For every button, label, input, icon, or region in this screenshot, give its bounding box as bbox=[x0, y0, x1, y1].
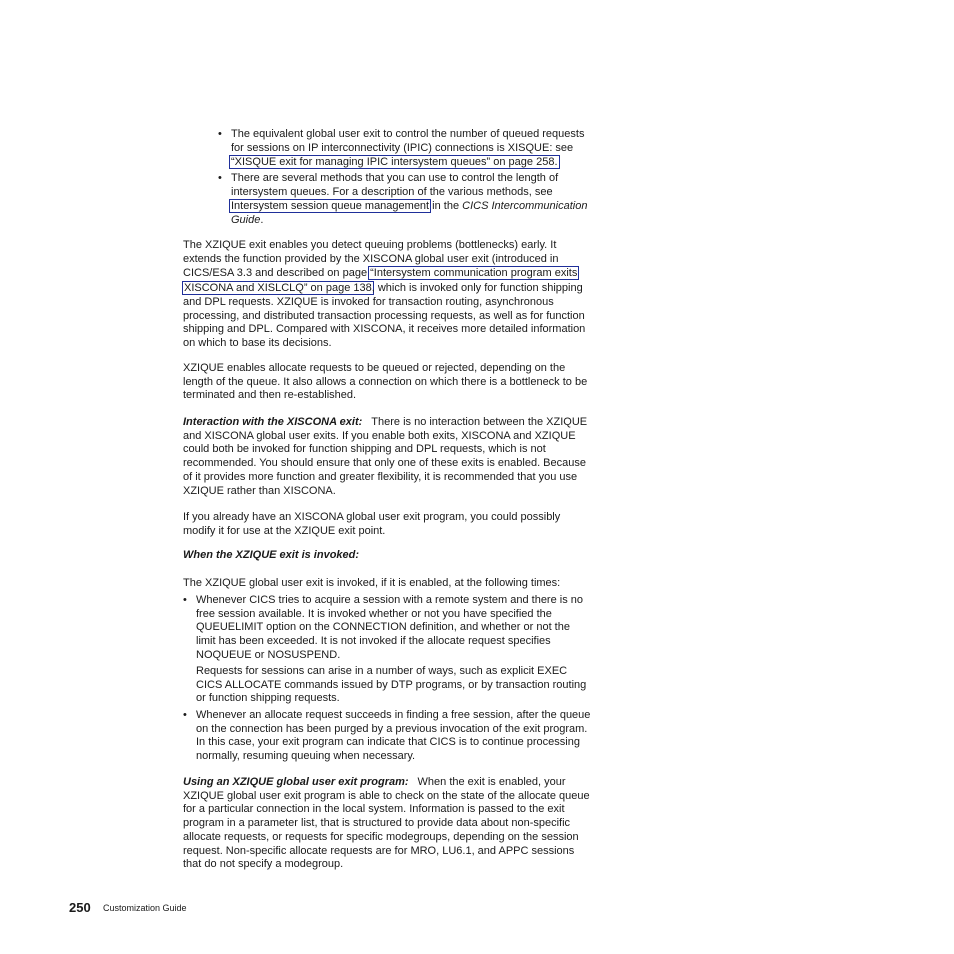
text-line: There are several methods that you can use to control the length of bbox=[231, 172, 559, 184]
paragraph-xzique-intro bbox=[183, 239, 585, 351]
text-line: terminated and then re-established. bbox=[183, 389, 357, 402]
section-heading-when-invoked: When the XZIQUE exit is invoked: bbox=[183, 549, 360, 561]
text-line: The equivalent global user exit to control the number of queued requests bbox=[231, 128, 585, 140]
text-line: for sessions on IP interconnectivity (IPIC) connections is XISQUE: see bbox=[231, 141, 574, 154]
text-line: on which to base its decisions. bbox=[183, 336, 332, 349]
run-in-heading: Interaction with the XISCONA exit: bbox=[183, 416, 363, 428]
text-fragment: in the bbox=[429, 200, 463, 213]
text-line: free session available. It is invoked whether or not you have specified the bbox=[196, 607, 552, 620]
text-fragment: There is no interaction between the XZIQUE bbox=[371, 416, 588, 428]
text-line: Requests for sessions can arise in a number of ways, such as explicit EXEC bbox=[196, 665, 568, 677]
text-line: for a particular connection in the local system. Information is passed to the exit bbox=[183, 803, 565, 816]
text-line: XZIQUE enables allocate requests to be queued or rejected, depending on the bbox=[183, 362, 566, 374]
link-intersystem-exits-page[interactable]: XISCONA and XISLCLQ” on page 138 bbox=[184, 282, 372, 295]
text-line: limit has been exceeded. It is not invoked if the allocate request specifies bbox=[196, 635, 551, 648]
text-line: QUEUELIMIT option on the CONNECTION definition, and whether or not the bbox=[196, 621, 570, 634]
text-line: XZIQUE global user exit program is able to check on the state of the allocate queue bbox=[183, 789, 590, 802]
text-line: request. Non-specific allocate requests are for MRO, LU6.1, and APPC sessions bbox=[183, 844, 575, 857]
text-fragment: When the exit is enabled, your bbox=[417, 776, 566, 788]
text-line: CICS ALLOCATE commands issued by DTP programs, or by transaction routing bbox=[196, 678, 587, 691]
paragraph-invoked-times: The XZIQUE global user exit is invoked, if it is enabled, at the following times: bbox=[183, 577, 561, 589]
paragraph-existing-program bbox=[183, 511, 560, 538]
bullet-marker: • bbox=[218, 172, 222, 184]
link-intersystem-queue-mgmt[interactable]: Intersystem session queue management bbox=[231, 200, 430, 213]
text-fragment: , which is invoked only for function shipping bbox=[371, 282, 583, 295]
link-intersystem-exits[interactable]: “Intersystem communication program exits bbox=[370, 267, 578, 280]
text-fragment: CICS/ESA 3.3 and described on page bbox=[183, 267, 371, 280]
link-xisque-exit[interactable]: “XISQUE exit for managing IPIC intersystem queues” on page 258. bbox=[231, 156, 558, 169]
text-line: XZIQUE rather than XISCONA. bbox=[183, 484, 336, 497]
text-line: In this case, your exit program can indicate that CICS is to continue processing bbox=[196, 736, 580, 749]
footer-book-title: Customization Guide bbox=[103, 903, 187, 913]
text-line: Whenever an allocate request succeeds in finding a free session, after the queue bbox=[196, 709, 591, 721]
paragraph-using-xzique bbox=[183, 776, 590, 872]
page-number: 250 bbox=[69, 900, 91, 915]
bullet-item-acquire-session bbox=[196, 594, 583, 663]
bullet-marker: • bbox=[183, 709, 187, 721]
text-line: and DPL requests. XZIQUE is invoked for transaction routing, asynchronous bbox=[183, 295, 554, 308]
text-line: could both be invoked for function shipping and DPL requests, which is not bbox=[183, 443, 546, 456]
text-line: shipping and DPL. Compared with XISCONA, it receives more detailed information bbox=[183, 323, 586, 336]
bullet-item-allocate-succeeds bbox=[196, 709, 590, 764]
bullet-subparagraph-requests bbox=[196, 665, 586, 706]
text-line: intersystem queues. For a description of the various methods, see bbox=[231, 185, 553, 198]
text-line: NOQUEUE or NOSUSPEND. bbox=[196, 648, 341, 661]
text-line: modify it for use at the XZIQUE exit point. bbox=[183, 524, 386, 537]
text-line: and XISCONA global user exits. If you enable both exits, XISCONA and XZIQUE bbox=[183, 429, 576, 442]
text-line: or function shipping requests. bbox=[196, 692, 340, 705]
text-fragment: . bbox=[260, 214, 264, 227]
text-line: of it provides more function and greater flexibility, it is recommended that you use bbox=[183, 470, 578, 483]
text-line: program in a parameter list, that is structured to provide data about non-specific bbox=[183, 817, 571, 830]
text-line: The XZIQUE exit enables you detect queuing problems (bottlenecks) early. It bbox=[183, 239, 557, 251]
text-line: normally, resuming queuing when necessary. bbox=[196, 750, 416, 763]
book-title: CICS Intercommunication bbox=[462, 200, 588, 213]
bullet-item-methods bbox=[231, 172, 587, 228]
run-in-heading: Using an XZIQUE global user exit program: bbox=[183, 776, 409, 788]
text-line: recommended. You should ensure that only one of these exits is enabled. Because bbox=[183, 457, 586, 470]
text-line: length of the queue. It also allows a connection on which there is a bottleneck to be bbox=[183, 375, 588, 388]
bullet-item-ipic bbox=[231, 128, 584, 170]
paragraph-interaction bbox=[183, 416, 587, 498]
text-line: allocate requests, or requests for specific modegroups, depending on the session bbox=[183, 830, 579, 843]
bullet-marker: • bbox=[183, 594, 187, 606]
paragraph-allocate-queue bbox=[183, 362, 587, 403]
text-line: processing, and distributed transaction processing requests, as well as for function bbox=[183, 309, 585, 322]
text-line: If you already have an XISCONA global user exit program, you could possibly bbox=[183, 511, 561, 523]
bullet-marker: • bbox=[218, 128, 222, 140]
text-line: on the connection has been purged by a previous invocation of the exit program. bbox=[196, 722, 588, 735]
text-line: extends the function provided by the XISCONA global user exit (introduced in bbox=[183, 252, 559, 265]
text-line: Whenever CICS tries to acquire a session with a remote system and there is no bbox=[196, 594, 584, 606]
text-line: that do not specify a modegroup. bbox=[183, 858, 344, 871]
book-title: Guide bbox=[231, 214, 261, 227]
